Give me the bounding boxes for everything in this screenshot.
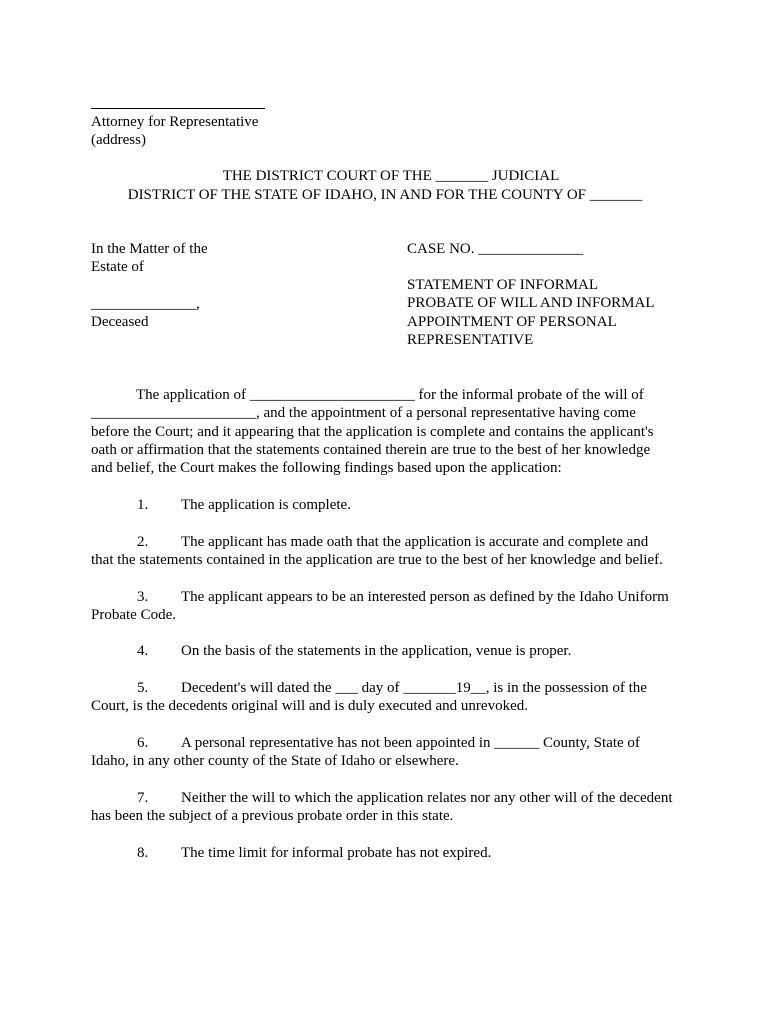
finding-number: 8. [137, 845, 149, 861]
finding-item [91, 588, 691, 625]
finding-line [91, 734, 691, 752]
finding-line: has been the subject of a previous probate order in this state. [91, 808, 454, 825]
attorney-label: Attorney for Representative [91, 114, 259, 130]
intro-line: oath or affirmation that the statements contained therein are true to the best of her knowledge [91, 441, 651, 458]
finding-line [91, 533, 691, 551]
finding-item [91, 789, 691, 826]
finding-number: 1. [137, 497, 149, 513]
finding-text: Decedent's will dated the ___ day of _______19__, is in the possession of the [181, 680, 647, 696]
intro-line: and belief, the Court makes the following findings based upon the application: [91, 460, 562, 477]
deceased-label: Deceased [91, 314, 149, 330]
case-number: CASE NO. ______________ [407, 241, 584, 257]
decedent-name-blank: ______________, [91, 296, 200, 312]
finding-number: 5. [137, 680, 149, 696]
finding-text: The time limit for informal probate has not expired. [181, 845, 492, 861]
finding-number: 7. [137, 790, 149, 806]
finding-line [91, 588, 691, 606]
finding-item [91, 533, 691, 570]
document-title-line3: APPOINTMENT OF PERSONAL [407, 314, 617, 330]
finding-text: The application is complete. [181, 497, 351, 513]
attorney-address: (address) [91, 132, 146, 148]
finding-line [91, 789, 691, 807]
intro-line: The application of ______________________ for the informal probate of the will of [136, 387, 644, 403]
finding-item [91, 679, 691, 716]
intro-line: ______________________, and the appointment of a personal representative having come [91, 405, 636, 422]
finding-number: 4. [137, 643, 149, 659]
finding-item [91, 642, 691, 660]
finding-number: 2. [137, 534, 149, 550]
finding-number: 3. [137, 589, 149, 605]
finding-item [91, 734, 691, 771]
finding-item [91, 496, 691, 514]
matter-line2: Estate of [91, 259, 144, 275]
finding-line [91, 844, 691, 862]
court-heading-line1: THE DISTRICT COURT OF THE _______ JUDICIAL [222, 168, 560, 184]
court-heading-line2: DISTRICT OF THE STATE OF IDAHO, IN AND FOR THE COUNTY OF _______ [127, 187, 643, 203]
finding-text: Neither the will to which the application relates nor any other will of the decedent [181, 790, 673, 806]
finding-text: On the basis of the statements in the application, venue is proper. [181, 643, 572, 659]
finding-line: Court, is the decedents original will and is duly executed and unrevoked. [91, 698, 528, 715]
intro-paragraph [91, 386, 691, 477]
finding-line [91, 496, 691, 514]
document-title-line4: REPRESENTATIVE [407, 332, 534, 348]
matter-line1: In the Matter of the [91, 241, 208, 257]
finding-text: The applicant appears to be an interested person as defined by the Idaho Uniform [181, 589, 669, 605]
finding-line [91, 679, 691, 697]
intro-line: before the Court; and it appearing that the application is complete and contains the applicant's [91, 423, 654, 440]
finding-text: The applicant has made oath that the application is accurate and complete and [181, 534, 649, 550]
document-title-line1: STATEMENT OF INFORMAL [407, 277, 599, 293]
finding-line: that the statements contained in the application are true to the best of her knowledge and belief. [91, 552, 663, 569]
finding-text: A personal representative has not been appointed in ______ County, State of [181, 735, 640, 751]
document-title-line2: PROBATE OF WILL AND INFORMAL [407, 295, 655, 311]
finding-number: 6. [137, 735, 149, 751]
attorney-signature-line [91, 108, 265, 109]
finding-line: Probate Code. [91, 607, 176, 624]
finding-item [91, 844, 691, 862]
finding-line: Idaho, in any other county of the State of Idaho or elsewhere. [91, 753, 459, 770]
finding-line [91, 642, 691, 660]
